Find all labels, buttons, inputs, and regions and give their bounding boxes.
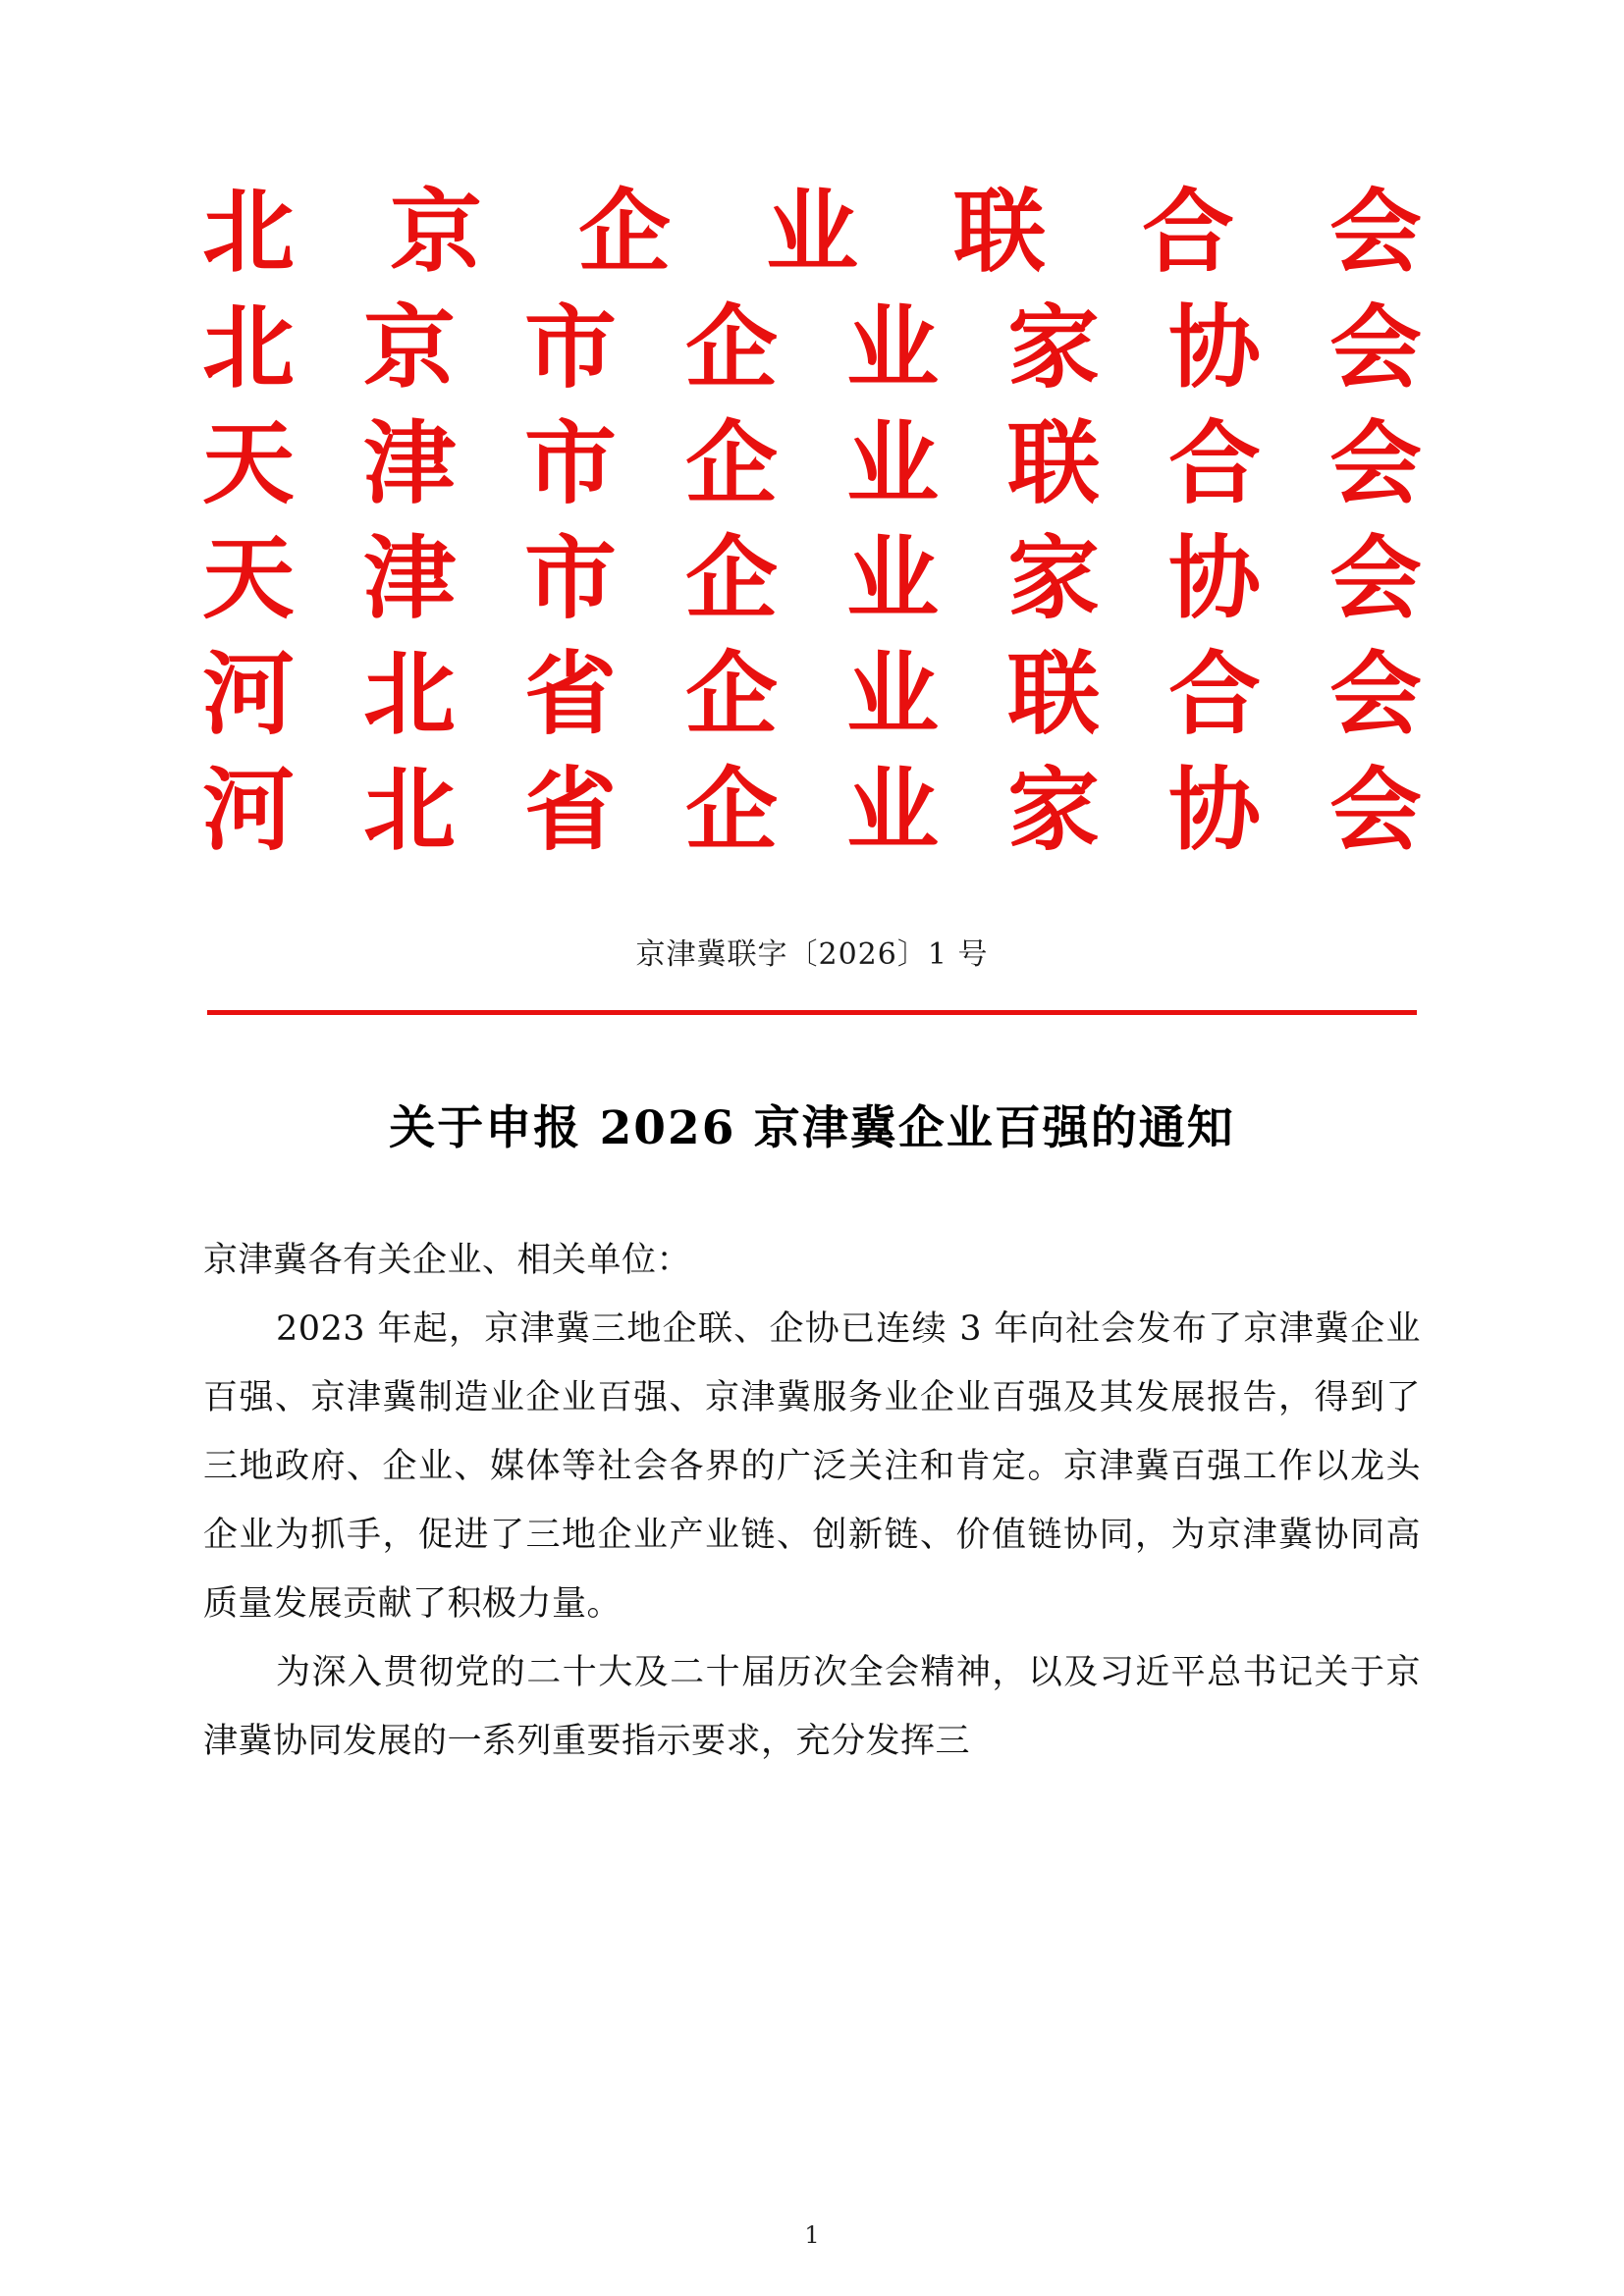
body-paragraph-1: 2023 年起，京津冀三地企联、企协已连续 3 年向社会发布了京津冀企业百强、京津冀制造业企业百强、京津冀服务业企业百强及其发展报告，得到了三地政府、企业、媒体等社会各界的广泛关注和肯定。京津冀百强工作以龙头企业为抓手，促进了三地企业产业链、创新链、价值链协同，为京津冀协同高质量发展贡献了积极力量。 — [203, 1308, 1421, 1624]
letterhead-char: 市 — [524, 409, 617, 516]
letterhead-char: 联 — [1007, 641, 1100, 747]
letterhead-char: 协 — [1167, 756, 1261, 863]
letterhead-char: 会 — [1328, 409, 1422, 516]
letterhead-char: 企 — [685, 409, 778, 516]
letterhead-char: 企 — [577, 179, 671, 285]
letterhead-char: 会 — [1328, 294, 1422, 400]
letterhead-char: 企 — [685, 525, 778, 632]
letterhead-char: 京 — [390, 179, 483, 285]
letterhead-char: 家 — [1007, 525, 1100, 632]
letterhead-char: 企 — [685, 641, 778, 747]
letterhead-char: 天 — [202, 409, 295, 516]
letterhead-line-5 — [203, 637, 1421, 753]
page-number: 1 — [804, 2221, 820, 2249]
letterhead-char: 合 — [1141, 179, 1234, 285]
letterhead-char: 会 — [1328, 525, 1422, 632]
letterhead-char: 业 — [846, 525, 939, 632]
red-divider-rule — [207, 1010, 1417, 1015]
letterhead-char: 北 — [363, 756, 456, 863]
body-paragraph-2: 为深入贯彻党的二十大及二十届历次全会精神，以及习近平总书记关于京津冀协同发展的一系列重要指示要求，充分发挥三 — [203, 1652, 1421, 1761]
letterhead-char: 市 — [524, 525, 617, 632]
letterhead-char: 业 — [846, 756, 939, 863]
letterhead-line-3 — [203, 406, 1421, 522]
letterhead-char: 家 — [1007, 756, 1100, 863]
letterhead-char: 津 — [363, 525, 456, 632]
letterhead — [0, 0, 1624, 869]
letterhead-char: 合 — [1167, 409, 1261, 516]
letterhead-char: 北 — [202, 294, 295, 400]
letterhead-line-4 — [203, 521, 1421, 637]
letterhead-char: 会 — [1329, 179, 1422, 285]
document-body — [203, 1226, 1421, 1776]
letterhead-char: 协 — [1167, 525, 1261, 632]
letterhead-char: 联 — [1007, 409, 1100, 516]
letterhead-char: 业 — [766, 179, 858, 285]
letterhead-char: 协 — [1167, 294, 1261, 400]
letterhead-char: 企 — [685, 294, 778, 400]
letterhead-char: 合 — [1167, 641, 1261, 747]
letterhead-char: 会 — [1328, 641, 1422, 747]
letterhead-char: 业 — [846, 409, 939, 516]
letterhead-char: 业 — [846, 641, 939, 747]
letterhead-char: 业 — [846, 294, 939, 400]
salutation: 京津冀各有关企业、相关单位： — [203, 1240, 692, 1280]
letterhead-char: 津 — [363, 409, 456, 516]
letterhead-char: 家 — [1007, 294, 1100, 400]
letterhead-char: 企 — [685, 756, 778, 863]
letterhead-char: 省 — [524, 641, 617, 747]
letterhead-line-2 — [203, 291, 1421, 406]
document-number: 京津冀联字〔2026〕1 号 — [635, 936, 989, 972]
letterhead-char: 天 — [202, 525, 295, 632]
letterhead-char: 省 — [524, 756, 617, 863]
letterhead-line-1 — [203, 175, 1421, 291]
letterhead-char: 北 — [202, 179, 295, 285]
letterhead-char: 河 — [202, 756, 295, 863]
letterhead-char: 京 — [363, 294, 456, 400]
letterhead-char: 市 — [524, 294, 617, 400]
letterhead-line-6 — [203, 753, 1421, 869]
page-title: 关于申报 2026 京津冀企业百强的通知 — [389, 1100, 1235, 1155]
letterhead-char: 联 — [953, 179, 1047, 285]
letterhead-char: 会 — [1328, 756, 1422, 863]
letterhead-char: 河 — [202, 641, 295, 747]
letterhead-char: 北 — [363, 641, 456, 747]
